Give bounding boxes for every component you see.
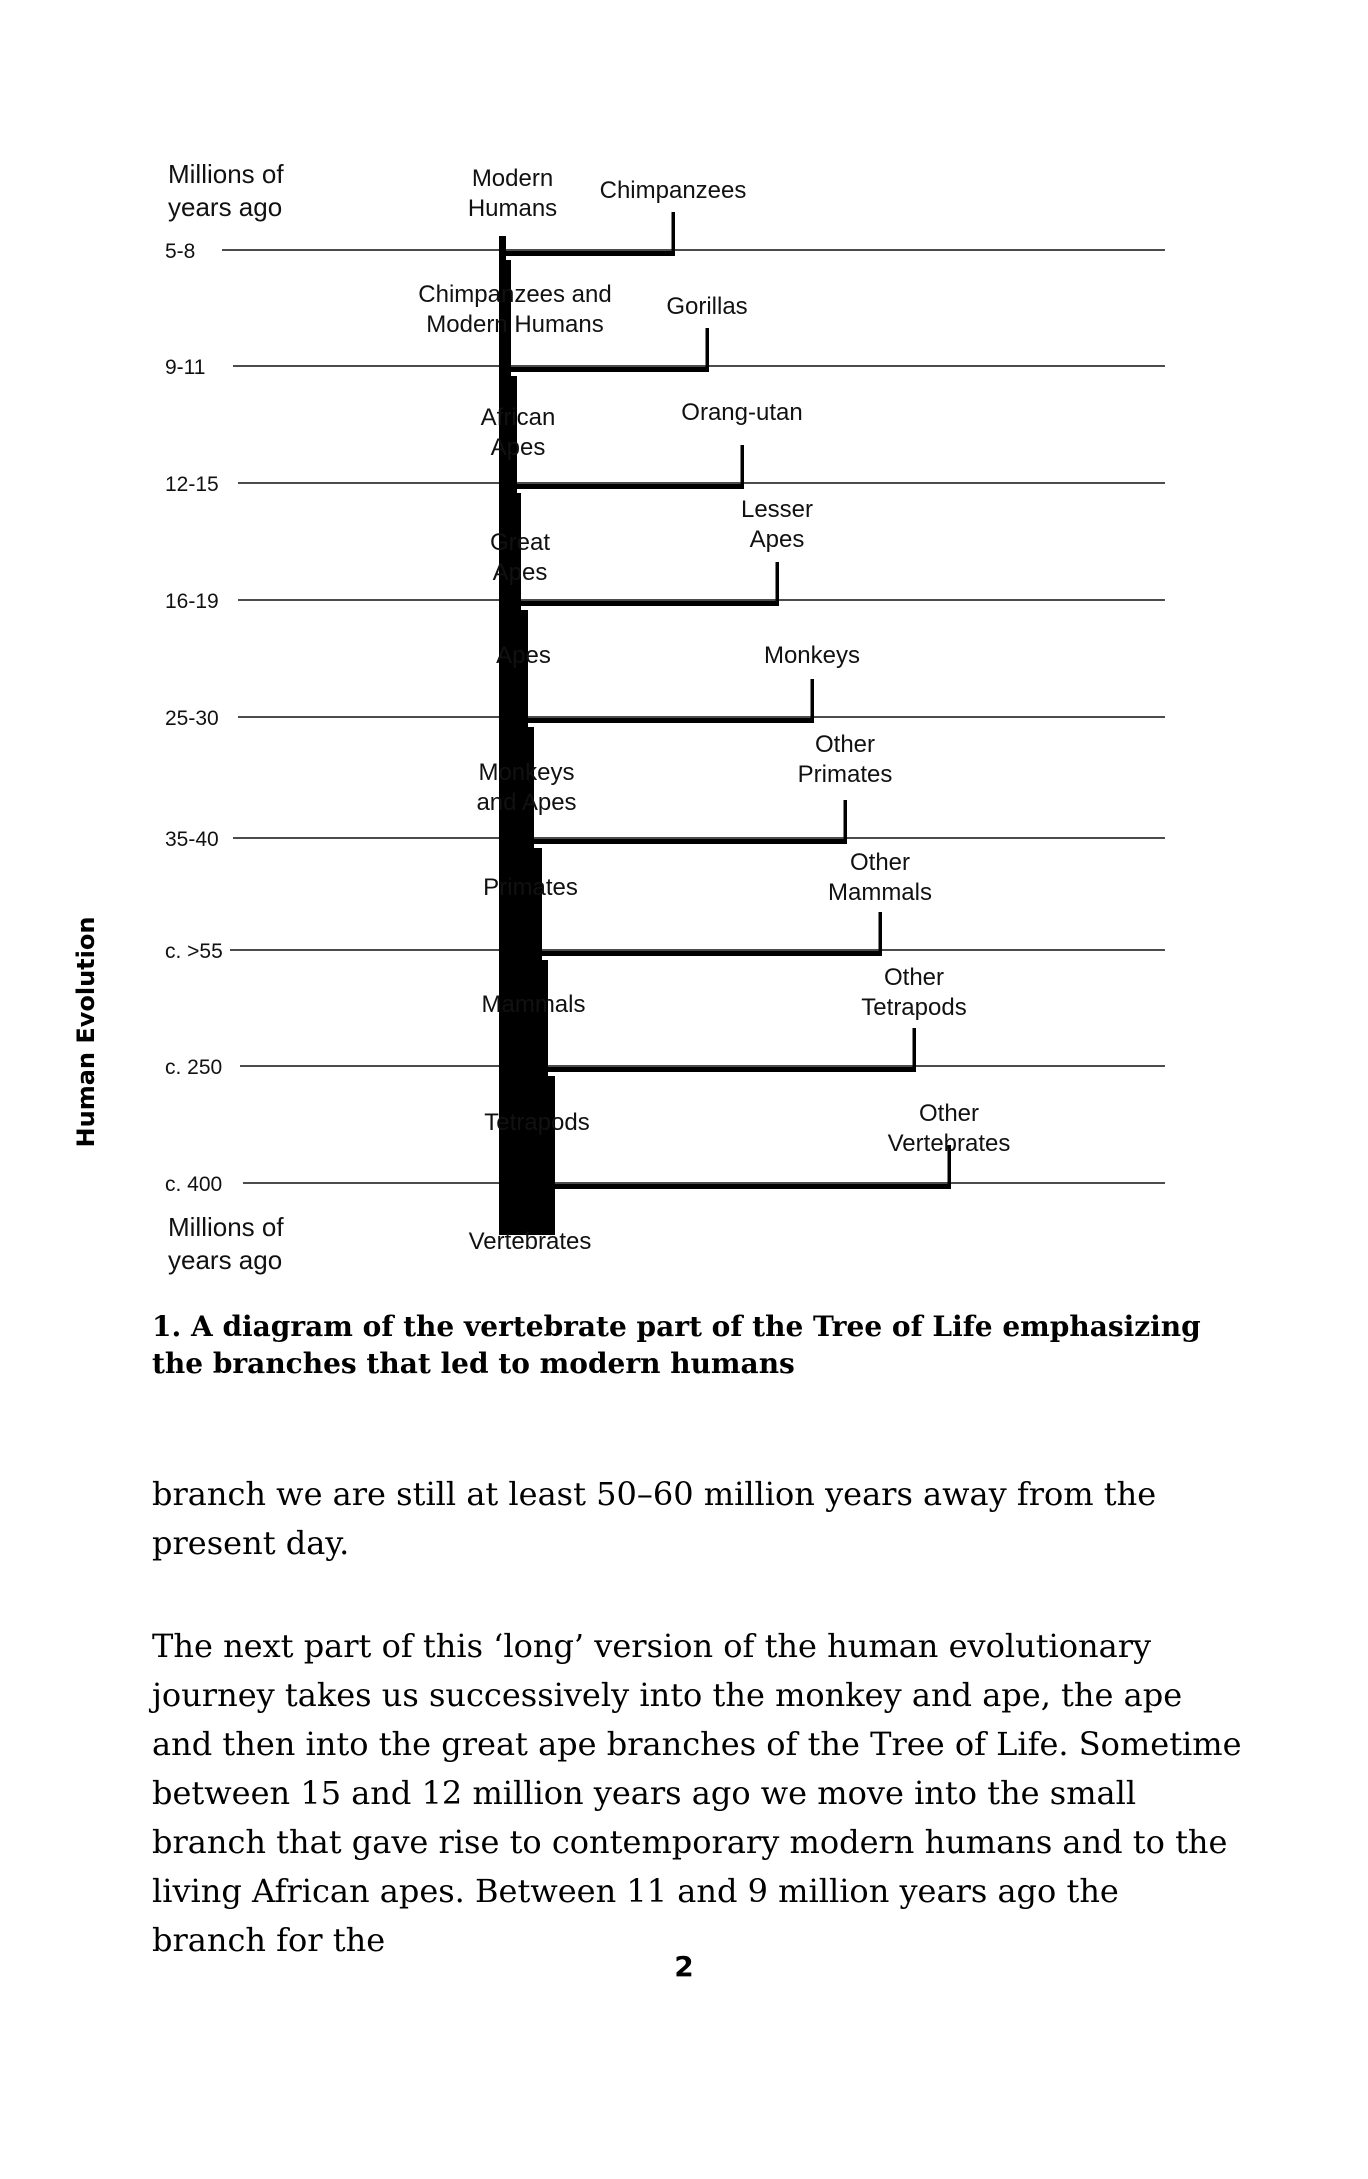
branch-label: Monkeys: [763, 642, 861, 669]
lineage-trunk: [499, 960, 548, 1088]
diagram-level: [165, 610, 1165, 739]
time-label: 5-8: [165, 240, 196, 263]
time-label: 35-40: [165, 828, 219, 851]
body-paragraph-2: The next part of this ‘long’ version of the human evolutionary journey takes us successively into the monkey and ape, the ape and then into the great ape branches of the Tree of Life. Sometime between 15 and 12 million years ago we move into the small branch that gave rise to contemporary modern humans and to the living African apes. Between 11 and 9 million years ago the branch for the: [152, 1627, 1242, 1959]
branch-label: Mammals: [827, 879, 933, 906]
lineage-label: Mammals: [481, 991, 586, 1018]
lineage-label: Great: [489, 529, 551, 556]
branch-connector: [517, 484, 744, 489]
lineage-label: African: [480, 404, 556, 431]
time-label: c. >55: [165, 940, 223, 963]
branch-tick: [741, 445, 745, 489]
lineage-label: and Apes: [476, 789, 577, 816]
branch-label: Apes: [749, 526, 805, 553]
time-label: 25-30: [165, 707, 219, 730]
diagram-level: [165, 493, 1165, 622]
branch-label: Lesser: [740, 496, 814, 523]
diagram-level: [165, 165, 1165, 272]
lineage-label: Apes: [492, 559, 548, 586]
diagram-levels: [165, 165, 1165, 1235]
branch-connector: [506, 251, 675, 256]
branch-label: Vertebrates: [887, 1130, 1011, 1157]
branch-tick: [672, 212, 676, 256]
page-number: 2: [674, 1950, 694, 1983]
diagram-level: [165, 727, 1165, 860]
branch-label: Gorillas: [666, 293, 748, 320]
diagram-level: [165, 260, 1165, 388]
lineage-trunk: [499, 1076, 555, 1205]
time-label: 16-19: [165, 590, 219, 613]
branch-tick: [879, 912, 883, 956]
branch-tick: [844, 800, 848, 844]
axis-label-line: Millions of: [168, 159, 284, 189]
branch-label: Primates: [797, 761, 893, 788]
root-label-vertebrates: Vertebrates: [468, 1228, 592, 1255]
branch-connector: [548, 1067, 916, 1072]
branch-label: Chimpanzees: [599, 177, 747, 204]
time-label: c. 400: [165, 1173, 223, 1196]
time-label: 9-11: [165, 356, 206, 379]
branch-connector: [521, 601, 779, 606]
branch-tick: [811, 679, 815, 723]
diagram-level: [165, 960, 1165, 1088]
branch-connector: [511, 367, 709, 372]
lineage-label: Modern Humans: [426, 311, 604, 338]
branch-label: Other: [918, 1100, 980, 1127]
lineage-trunk: [499, 610, 528, 739]
running-head: Human Evolution: [72, 916, 100, 1148]
diagram-level: [165, 1076, 1165, 1205]
figure-caption: 1. A diagram of the vertebrate part of the Tree of Life emphasizing the branches that led to modern humans: [152, 1310, 1201, 1380]
branch-connector: [555, 1184, 951, 1189]
branch-label: Other: [883, 964, 945, 991]
branch-connector: [542, 951, 882, 956]
lineage-label: Primates: [483, 874, 578, 901]
lineage-trunk: [499, 848, 542, 972]
branch-label: Other: [849, 849, 911, 876]
branch-connector: [534, 839, 847, 844]
lineage-label: Apes: [490, 434, 546, 461]
lineage-label: Chimpanzees and: [418, 281, 612, 308]
axis-label-line: years ago: [168, 192, 283, 222]
lineage-trunk: [499, 493, 521, 622]
branch-tick: [776, 562, 780, 606]
time-label: c. 250: [165, 1056, 223, 1079]
time-label: 12-15: [165, 473, 219, 496]
axis-label-line: Millions of: [168, 1212, 284, 1242]
body-paragraph-1: branch we are still at least 50–60 million years away from the present day.: [152, 1475, 1157, 1562]
lineage-label: Tetrapods: [484, 1109, 590, 1136]
branch-connector: [528, 718, 814, 723]
axis-label-bottom: [168, 1212, 284, 1275]
branch-label: Other: [814, 731, 876, 758]
lineage-label: Humans: [467, 195, 558, 222]
lineage-label: Modern: [471, 165, 554, 192]
lineage-label: Apes: [496, 642, 551, 669]
branch-label: Orang-utan: [681, 399, 803, 426]
branch-tick: [913, 1028, 917, 1072]
axis-label-top: [168, 159, 284, 222]
branch-tick: [706, 328, 710, 372]
diagram-level: [165, 848, 1165, 972]
branch-label: Tetrapods: [861, 994, 967, 1021]
lineage-label: Monkeys: [478, 759, 575, 786]
diagram-level: [165, 376, 1165, 505]
axis-label-line: years ago: [168, 1245, 283, 1275]
